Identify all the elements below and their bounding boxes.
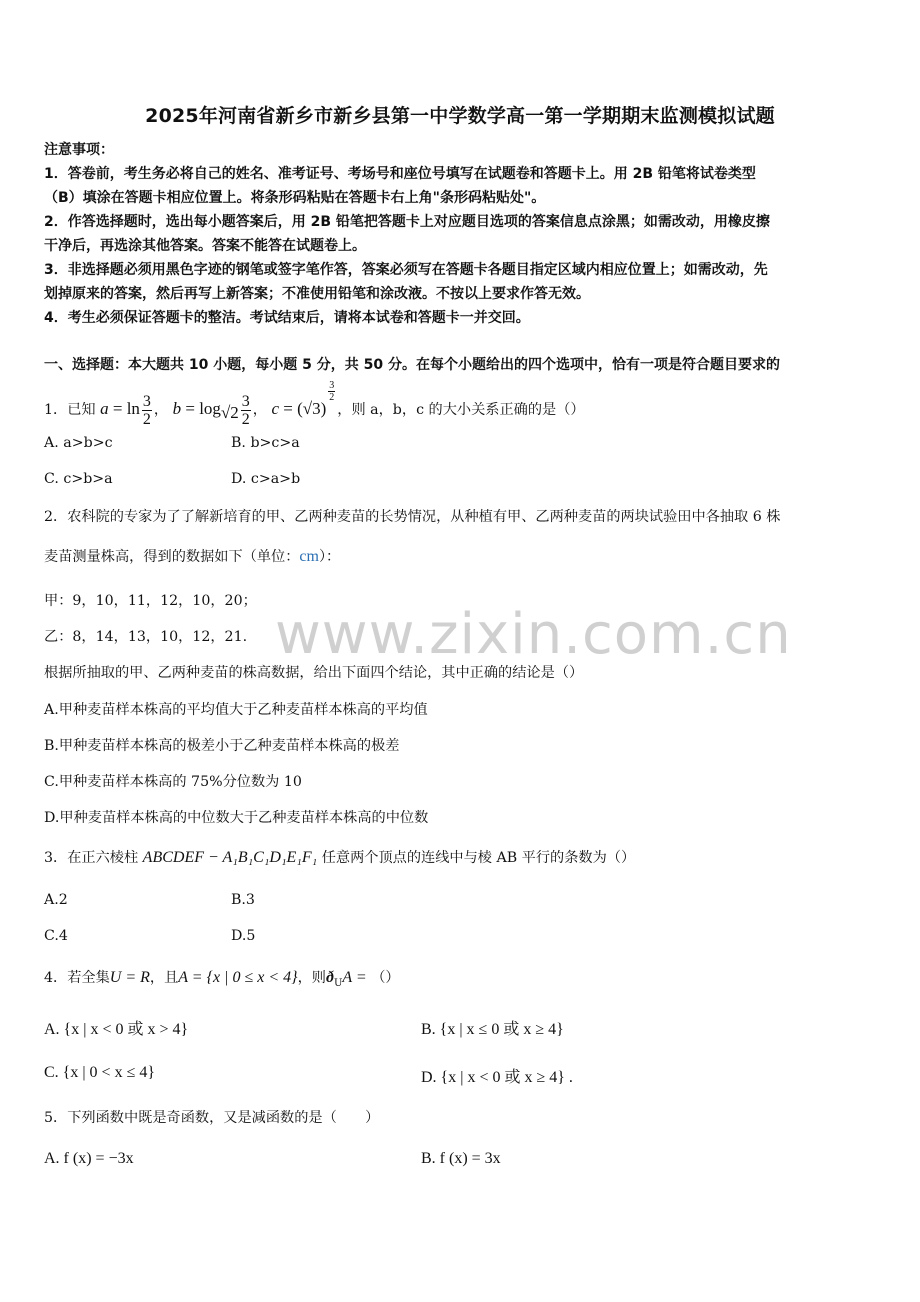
q4-option-c[interactable]: C. {x | 0 < x ≤ 4} [44,1064,156,1081]
question-4: 4．若全集U = R，且A = {x | 0 ≤ x < 4}，则$ð_UA$ = （） [44,969,400,989]
q5-option-b[interactable]: B. f (x) = 3x [421,1150,501,1167]
q2-data-yi: 乙：8，14，13，10，12，21. [44,629,248,645]
watermark: www.zixin.com.cn [275,602,792,667]
q1-fraction: $\frac{3}{2}$ [241,392,250,428]
q1-exponent: $\frac{3}{2}$ [329,380,335,403]
q5-stem: 5．下列函数中既是奇函数，又是减函数的是（ ） [44,1110,380,1126]
notice-line: 3．非选择题必须用黑色字迹的钢笔或签字笔作答，答案必须写在答题卡各题目指定区域内相应位置上；如需改动，先 [44,262,768,278]
q2-stem: 根据所抽取的甲、乙两种麦苗的株高数据，给出下面四个结论，其中正确的结论是（） [44,665,584,681]
q1-option-b[interactable]: B. b>c>a [231,435,300,451]
q5-option-a[interactable]: A. f (x) = −3x [44,1150,134,1167]
q4-option-b[interactable]: B. {x | x ≤ 0 或 x ≥ 4} [421,1021,564,1038]
notice-heading: 注意事项： [44,142,114,158]
exam-title: 2025年河南省新乡市新乡县第一中学数学高一第一学期期末监测模拟试题 [145,105,775,127]
section-heading: 一、选择题：本大题共 10 小题，每小题 5 分，共 50 分。在每个小题给出的四个选项中，恰有一项是符合题目要求的 [44,357,780,373]
q2-option-b[interactable]: B.甲种麦苗样本株高的极差小于乙种麦苗样本株高的极差 [44,738,400,754]
q1-prefix: 1．已知 [44,402,96,418]
question-1: 1．已知 a = ln $\frac{3}{2}$ ， $b = \log_{√2}$ $\frac{3}{2}$ ， c = (√3) $\frac{3}{2}$ ，则 a，b，c 的大小关系正确的是（） [44,380,585,428]
notice-line: 1．答卷前，考生务必将自己的姓名、准考证号、考场号和座位号填写在试题卷和答题卡上。用 2B 铅笔将试卷类型 [44,166,756,182]
q1-option-d[interactable]: D. c>a>b [231,471,301,487]
q3-prism: ABCDEF − A₁B₁C₁D₁E₁F₁ [142,849,318,866]
q3-option-d[interactable]: D.5 [231,928,256,944]
q3-option-b[interactable]: B.3 [231,892,255,908]
q1-fraction: $\frac{3}{2}$ [142,392,151,428]
q2-line1: 2．农科院的专家为了了解新培育的甲、乙两种麦苗的长势情况，从种植有甲、乙两种麦苗的两块试验田中各抽取 6 株 [44,509,781,525]
notice-line: （B）填涂在答题卡相应位置上。将条形码粘贴在答题卡右上角"条形码粘贴处"。 [44,190,546,206]
notice-line: 4．考生必须保证答题卡的整洁。考试结束后，请将本试卷和答题卡一并交回。 [44,310,530,326]
q2-data-jia: 甲：9，10，11，12，10，20； [44,593,257,609]
q2-option-a[interactable]: A.甲种麦苗样本株高的平均值大于乙种麦苗样本株高的平均值 [44,702,428,718]
q2-unit: cm [299,548,319,565]
q2-option-c[interactable]: C.甲种麦苗样本株高的 75%分位数为 10 [44,774,302,790]
q2-line2: 麦苗测量株高，得到的数据如下（单位：cm）： [44,548,341,565]
q2-option-d[interactable]: D.甲种麦苗样本株高的中位数大于乙种麦苗样本株高的中位数 [44,810,429,826]
notice-line: 2．作答选择题时，选出每小题答案后，用 2B 铅笔把答题卡上对应题目选项的答案信息点涂黑；如需改动，用橡皮擦 [44,214,770,230]
q3-option-a[interactable]: A.2 [44,892,68,908]
notice-line: 干净后，再选涂其他答案。答案不能答在试题卷上。 [44,238,366,254]
q3-option-c[interactable]: C.4 [44,928,68,944]
q1-option-c[interactable]: C. c>b>a [44,471,113,487]
q4-option-a[interactable]: A. {x | x < 0 或 x > 4} [44,1021,189,1038]
question-3: 3．在正六棱柱 ABCDEF − A₁B₁C₁D₁E₁F₁ 任意两个顶点的连线中与棱 AB 平行的条数为（） [44,849,636,866]
q1-suffix: ，则 a，b，c 的大小关系正确的是（） [337,402,585,418]
q1-option-a[interactable]: A. a>b>c [44,435,113,451]
notice-line: 划掉原来的答案，然后再写上新答案；不准使用铅笔和涂改液。不按以上要求作答无效。 [44,286,590,302]
q4-option-d[interactable]: D. {x | x < 0 或 x ≥ 4} . [421,1069,573,1086]
